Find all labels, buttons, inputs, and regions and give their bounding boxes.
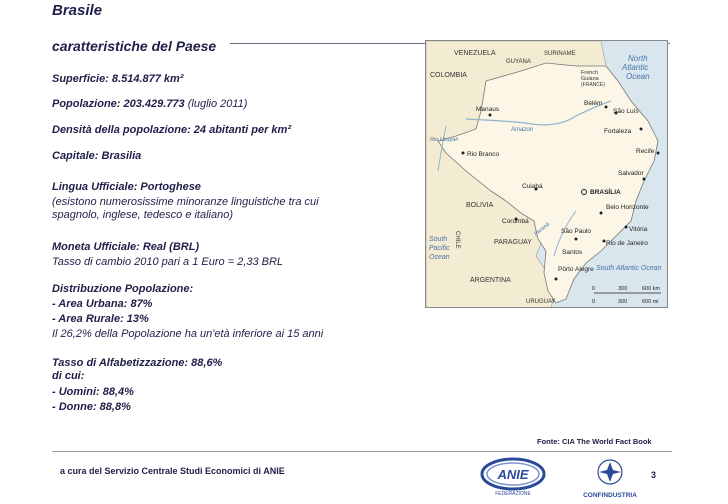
- map-city-salvador: Salvador: [618, 170, 644, 177]
- fact-cambio: Tasso di cambio 2010 pari a 1 Euro = 2,33 BRL: [52, 256, 284, 268]
- map-city-dot: [643, 178, 646, 181]
- map-ocean-south-pacific-2: Pacific: [429, 245, 450, 252]
- fact-donne: - Donne: 88,8%: [52, 401, 131, 413]
- confindustria-logo-text: CONFINDUSTRIA: [583, 492, 637, 499]
- map-city-fortaleza: Fortaleza: [604, 128, 632, 135]
- map-country-chile: CHILE: [454, 231, 460, 249]
- map-city-cuiaba: Cuiabá: [522, 183, 543, 190]
- map-country-bolivia: BOLIVIA: [466, 202, 494, 209]
- fact-capitale: Capitale: Brasilia: [52, 150, 142, 162]
- anie-logo-text: ANIE: [497, 467, 529, 482]
- map-city-rio-de-janeiro: Rio de Janeiro: [606, 240, 648, 247]
- footer-credit: a cura del Servizio Centrale Studi Economici di ANIE: [60, 466, 285, 476]
- map-city-recife: Recife: [636, 148, 655, 155]
- map-city-manaus: Manaus: [476, 106, 500, 113]
- fact-eta: Il 26,2% della Popolazione ha un'età inferiore ai 15 anni: [52, 328, 324, 340]
- fact-lingua: Lingua Ufficiale: Portoghese: [52, 181, 201, 193]
- page-title: Brasile: [52, 2, 103, 19]
- map-city-dot: [657, 152, 660, 155]
- map-scale-km-300: 300: [618, 286, 628, 292]
- map-ocean-south-atlantic: South Atlantic Ocean: [596, 265, 662, 272]
- fact-uomini: - Uomini: 88,4%: [52, 386, 134, 398]
- map-ocean-south-pacific-3: Ocean: [429, 254, 450, 261]
- fact-area-rurale: - Area Rurale: 13%: [52, 313, 149, 325]
- map-city-sao-luis: São Luís: [613, 108, 639, 115]
- map-scale-mi-600: 600 mi: [642, 299, 659, 305]
- map-country-paraguay: PARAGUAY: [494, 239, 532, 246]
- fact-lingua-note-1: (esistono numerosissime minoranze linguistiche tra cui: [52, 196, 319, 208]
- map-city-vitoria: Vitória: [629, 226, 648, 233]
- footer-divider: [52, 451, 672, 452]
- map-scale-km-0: 0: [592, 286, 596, 292]
- brazil-map-svg: [426, 41, 668, 308]
- fact-superficie: Superficie: 8.514.877 km²: [52, 73, 184, 85]
- map-french-guiana-3: (FRANCE): [581, 82, 605, 88]
- map-city-rio-branco: Rio Branco: [467, 151, 500, 158]
- fact-popolazione-note: (luglio 2011): [184, 98, 248, 110]
- map-city-belem: Belém: [584, 100, 603, 107]
- page-subtitle: caratteristiche del Paese: [52, 38, 217, 54]
- map-french-guiana-2: Guiana: [581, 76, 599, 82]
- map-french-guiana-1: French: [581, 70, 599, 76]
- fact-moneta: Moneta Ufficiale: Real (BRL): [52, 241, 200, 253]
- confindustria-logo: [580, 456, 640, 500]
- map-ocean-north-1: North: [628, 54, 648, 63]
- map-city-dot: [555, 278, 558, 281]
- anie-logo-subtext: FEDERAZIONE: [495, 491, 531, 496]
- map-country-uruguay: URUGUAY: [526, 299, 556, 305]
- map-city-porto-alegre: Pôrto Alegre: [558, 266, 594, 273]
- fact-di-cui: di cui:: [52, 370, 85, 382]
- map-city-dot: [462, 152, 465, 155]
- map-country-venezuela: VENEZUELA: [454, 50, 496, 57]
- map-scale-km-600: 600 km: [642, 286, 661, 292]
- map-ocean-north-3: Ocean: [626, 72, 650, 81]
- fact-densita: Densità della popolazione: 24 abitanti per km²: [52, 124, 291, 136]
- map-country-guyana: GUYANA: [506, 59, 531, 65]
- map-scale-mi-0: 0: [592, 299, 596, 305]
- fact-area-urbana: - Area Urbana: 87%: [52, 298, 153, 310]
- map-country-colombia: COLOMBIA: [430, 72, 467, 79]
- map-city-dot: [600, 212, 603, 215]
- fact-lingua-note-2: spagnolo, inglese, tedesco e italiano): [52, 209, 234, 221]
- map-city-dot: [605, 106, 608, 109]
- brazil-map: [425, 40, 668, 308]
- fact-popolazione: Popolazione: 203.429.773: [52, 98, 185, 110]
- map-city-santos: Santos: [562, 249, 583, 256]
- map-ocean-south-pacific-1: South: [429, 236, 448, 243]
- map-ocean-north-2: Atlantic: [622, 63, 649, 72]
- source-note: Fonte: CIA The World Fact Book: [537, 437, 652, 446]
- map-city-belo-horizonte: Belo Horizonte: [606, 204, 649, 211]
- anie-logo: [480, 456, 546, 496]
- fact-distribuzione: Distribuzione Popolazione:: [52, 283, 194, 295]
- map-city-brasilia: BRASÍLIA: [590, 189, 621, 196]
- page-number: 3: [651, 470, 657, 480]
- map-city-dot: [640, 128, 643, 131]
- map-river-ucayali: Rio Ucayali: [430, 137, 458, 143]
- map-city-corumba: Corumbá: [502, 218, 529, 225]
- map-city-dot: [575, 238, 578, 241]
- map-city-sao-paulo: São Paulo: [561, 228, 591, 235]
- map-river-amazon: Amazon: [511, 127, 534, 133]
- map-city-dot: [489, 114, 492, 117]
- fact-popolazione-line: [52, 98, 247, 111]
- fact-alfabetizzazione: Tasso di Alfabetizzazione: 88,6%: [52, 357, 223, 369]
- map-country-argentina: ARGENTINA: [470, 277, 511, 284]
- map-river-parana: Paraná: [533, 221, 551, 238]
- map-city-dot: [625, 226, 628, 229]
- map-scale-mi-300: 300: [618, 299, 628, 305]
- map-country-suriname: SURINAME: [544, 51, 576, 57]
